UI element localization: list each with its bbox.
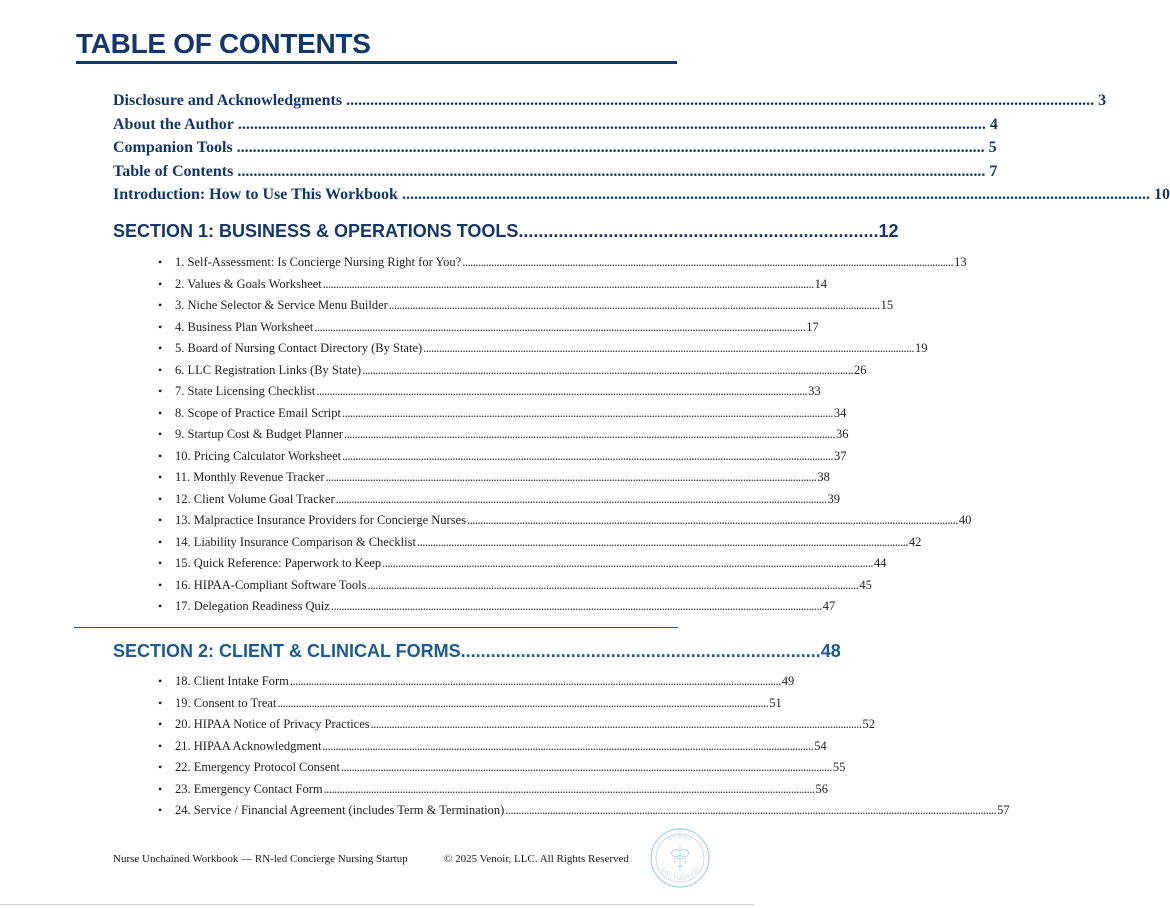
toc-subentry-label: 11. Monthly Revenue Tracker [175, 470, 325, 484]
toc-subentry[interactable] [158, 298, 894, 320]
seal-top-text: NURSE [666, 833, 694, 844]
leader-dots: ........................................................................................................................................................................................... [388, 298, 880, 312]
toc-subentry[interactable] [158, 717, 876, 739]
toc-subentry[interactable] [158, 803, 1010, 825]
leader-dots: ........................................................................................................................................................................................... [462, 255, 954, 269]
toc-entry[interactable] [113, 115, 998, 140]
leader-dots: ........................................................................................................................................................................................... [423, 341, 915, 355]
toc-subentry[interactable] [158, 384, 821, 406]
toc-subentry[interactable] [158, 427, 849, 449]
seal-bottom-text: UNCHAINED [659, 867, 701, 883]
leader-dots: ........................................................................................................................................................................................... [322, 276, 814, 291]
toc-subentry-page: 52 [862, 717, 876, 731]
bullet-icon: • [158, 717, 163, 731]
leader-dots: ........................................................................................................................................................................................... [341, 760, 832, 774]
bullet-icon: • [158, 760, 163, 774]
toc-entry[interactable] [113, 139, 997, 163]
bullet-icon: • [158, 276, 163, 291]
main-entries-list [113, 92, 1170, 210]
toc-subentry-page: 55 [832, 760, 846, 774]
toc-subentry[interactable] [158, 674, 795, 696]
toc-subentry-page: 51 [769, 695, 782, 710]
toc-subentry[interactable] [158, 760, 846, 782]
toc-subentry[interactable] [158, 470, 830, 492]
bullet-icon: • [158, 255, 163, 269]
toc-subentry-page: 54 [814, 738, 827, 753]
toc-subentry-label: 21. HIPAA Acknowledgment [175, 738, 322, 753]
toc-subentry-page: 40 [958, 513, 972, 527]
leader-dots: ........................................................................................................................................................................................... [335, 491, 827, 506]
section-1-items [158, 255, 972, 621]
toc-subentry-page: 37 [833, 448, 847, 463]
toc-subentry-page: 15 [880, 298, 894, 312]
toc-subentry-page: 36 [835, 427, 849, 441]
toc-subentry-page: 14 [814, 276, 828, 291]
bullet-icon: • [158, 319, 163, 334]
section-2-items [158, 674, 1010, 825]
toc-entry[interactable] [113, 92, 1107, 116]
section-2-label: SECTION 2: CLIENT & CLINICAL FORMS [113, 641, 461, 661]
toc-subentry[interactable] [158, 781, 829, 804]
toc-subentry-page: 44 [874, 556, 887, 570]
toc-subentry[interactable] [158, 534, 922, 557]
bullet-icon: • [158, 577, 163, 592]
toc-subentry[interactable] [158, 255, 967, 277]
toc-subentry-label: 3. Niche Selector & Service Menu Builder [175, 298, 388, 312]
toc-subentry-label: 8. Scope of Practice Email Script [175, 405, 341, 420]
toc-subentry-page: 34 [833, 405, 847, 420]
toc-entry-page: 10 [1153, 186, 1170, 203]
bullet-icon: • [158, 384, 163, 398]
bullet-icon: • [158, 448, 163, 463]
toc-subentry[interactable] [158, 341, 928, 363]
footer-copyright: © 2025 Venoir, LLC. All Rights Reserved [444, 853, 629, 865]
leader-dots: ........................................................................................................................................................................................... [401, 186, 1150, 203]
leader-dots: ........................................................................................................................................................................................... [344, 427, 835, 441]
toc-entry-label: Companion Tools [113, 139, 233, 156]
toc-subentry-label: 19. Consent to Treat [175, 695, 277, 710]
bullet-icon: • [158, 427, 163, 441]
bullet-icon: • [158, 803, 163, 817]
footer-title: Nurse Unchained Workbook — RN-led Concierge Nursing Startup [113, 853, 408, 865]
leader-dots: ........................................................................................................................................................................................... [505, 803, 997, 817]
section-1-page: 12 [878, 221, 899, 241]
toc-subentry-label: 16. HIPAA-Compliant Software Tools [175, 577, 367, 592]
section-1-heading[interactable] [113, 220, 899, 242]
toc-entry-page: 7 [989, 162, 998, 180]
toc-subentry-label: 20. HIPAA Notice of Privacy Practices [175, 717, 370, 731]
bullet-icon: • [158, 534, 163, 549]
bullet-icon: • [158, 513, 163, 527]
toc-subentry-page: 45 [859, 577, 872, 592]
toc-subentry-label: 24. Service / Financial Agreement (includes Term & Termination) [175, 803, 505, 817]
section-divider [74, 627, 678, 628]
leader-dots: ........................................................................................................................................................................................... [330, 599, 822, 613]
leader-dots: ........................................................................ [460, 641, 821, 661]
leader-dots: ........................................................................................................................................................................................... [341, 405, 833, 420]
toc-entry-label: Introduction: How to Use This Workbook [113, 186, 398, 203]
toc-subentry-label: 17. Delegation Readiness Quiz [175, 599, 330, 613]
bullet-icon: • [158, 470, 163, 484]
svg-text:NURSE [666, 834, 693, 843]
page-bottom-edge [0, 904, 754, 905]
bullet-icon: • [158, 738, 163, 753]
toc-entry-label: About the Author [113, 115, 234, 133]
toc-subentry-label: 23. Emergency Contact Form [175, 781, 323, 796]
toc-subentry-label: 2. Values & Goals Worksheet [175, 276, 322, 291]
title-underline [76, 61, 677, 64]
toc-subentry-page: 49 [781, 674, 795, 688]
bullet-icon: • [158, 405, 163, 420]
toc-subentry-label: 4. Business Plan Worksheet [175, 319, 314, 334]
leader-dots: ........................................................................................................................................................................................... [467, 513, 958, 527]
nurse-unchained-seal-logo [649, 827, 711, 889]
toc-entry[interactable] [113, 186, 1170, 210]
toc-subentry-page: 26 [853, 362, 867, 377]
toc-entry-page: 3 [1098, 92, 1107, 109]
toc-subentry-label: 18. Client Intake Form [175, 674, 289, 688]
toc-subentry-page: 17 [806, 319, 819, 334]
toc-subentry-page: 19 [915, 341, 928, 355]
leader-dots: ........................................................................................................................................................................................... [289, 674, 781, 688]
toc-entry-page: 5 [988, 139, 997, 156]
toc-subentry-label: 15. Quick Reference: Paperwork to Keep [175, 556, 382, 570]
section-2-heading[interactable] [113, 640, 841, 662]
leader-dots: ........................................................................................................................................................................................... [323, 781, 815, 796]
toc-subentry-page: 33 [808, 384, 821, 398]
section-2-page: 48 [820, 641, 841, 661]
toc-subentry[interactable] [158, 695, 782, 718]
bullet-icon: • [158, 599, 163, 613]
toc-subentry[interactable] [158, 448, 847, 471]
toc-subentry[interactable] [158, 556, 887, 578]
toc-subentry[interactable] [158, 738, 827, 761]
toc-entry-label: Disclosure and Acknowledgments [113, 92, 343, 109]
toc-subentry-label: 14. Liability Insurance Comparison & Checklist [175, 534, 416, 549]
leader-dots: ........................................................................................................................................................................................... [362, 362, 853, 377]
toc-subentry[interactable] [158, 599, 836, 621]
leader-dots: ........................................................................................................................................................................................... [370, 717, 862, 731]
bullet-icon: • [158, 298, 163, 312]
toc-entry[interactable] [113, 162, 998, 187]
leader-dots: ........................................................................................................................................................................................... [314, 319, 806, 334]
toc-subentry-label: 22. Emergency Protocol Consent [175, 760, 341, 774]
leader-dots: ........................................................................................................................................................................................... [322, 738, 814, 753]
toc-subentry-page: 13 [954, 255, 967, 269]
leader-dots: ........................................................................................................................................................................................... [325, 470, 817, 484]
leader-dots: ........................................................................................................................................................................................... [346, 92, 1095, 109]
toc-subentry-label: 7. State Licensing Checklist [175, 384, 316, 398]
toc-subentry[interactable] [158, 276, 828, 299]
toc-subentry-page: 39 [827, 491, 840, 506]
toc-subentry-page: 56 [815, 781, 829, 796]
toc-subentry-label: 6. LLC Registration Links (By State) [175, 362, 362, 377]
toc-subentry-label: 5. Board of Nursing Contact Directory (By State) [175, 341, 423, 355]
toc-subentry-label: 13. Malpractice Insurance Providers for Concierge Nurses [175, 513, 466, 527]
bullet-icon: • [158, 695, 163, 710]
leader-dots: ........................................................................................................................................................................................... [416, 534, 908, 549]
leader-dots: ........................................................................................................................................................................................... [237, 115, 986, 133]
toc-subentry[interactable] [158, 577, 872, 600]
toc-entry-page: 4 [989, 115, 998, 133]
leader-dots: ........................................................................................................................................................................................... [236, 139, 985, 156]
toc-subentry[interactable] [158, 513, 972, 535]
toc-subentry-page: 47 [822, 599, 836, 613]
toc-subentry-page: 38 [817, 470, 830, 484]
toc-subentry[interactable] [158, 405, 847, 428]
toc-subentry-label: 12. Client Volume Goal Tracker [175, 491, 335, 506]
toc-subentry-label: 9. Startup Cost & Budget Planner [175, 427, 344, 441]
leader-dots: ........................................................................................................................................................................................... [367, 577, 859, 592]
toc-subentry-page: 42 [908, 534, 922, 549]
toc-subentry[interactable] [158, 319, 819, 342]
leader-dots: ........................................................................................................................................................................................... [277, 695, 769, 710]
toc-subentry-label: 10. Pricing Calculator Worksheet [175, 448, 342, 463]
bullet-icon: • [158, 341, 163, 355]
leader-dots: ........................................................................................................................................................................................... [237, 162, 986, 180]
bullet-icon: • [158, 362, 163, 377]
toc-entry-label: Table of Contents [113, 162, 234, 180]
page-title: TABLE OF CONTENTS [76, 28, 371, 59]
toc-subentry[interactable] [158, 362, 867, 385]
leader-dots: ........................................................................................................................................................................................... [342, 448, 833, 463]
toc-subentry-label: 1. Self-Assessment: Is Concierge Nursing Right for You? [175, 255, 462, 269]
toc-subentry-page: 57 [997, 803, 1010, 817]
bullet-icon: • [158, 491, 163, 506]
leader-dots: ........................................................................................................................................................................................... [316, 384, 808, 398]
leader-dots: ........................................................................ [518, 221, 879, 241]
section-1-label: SECTION 1: BUSINESS & OPERATIONS TOOLS [113, 221, 519, 241]
bullet-icon: • [158, 674, 163, 688]
bullet-icon: • [158, 556, 163, 570]
toc-subentry[interactable] [158, 491, 840, 514]
bullet-icon: • [158, 781, 163, 796]
leader-dots: ........................................................................................................................................................................................... [382, 556, 874, 570]
